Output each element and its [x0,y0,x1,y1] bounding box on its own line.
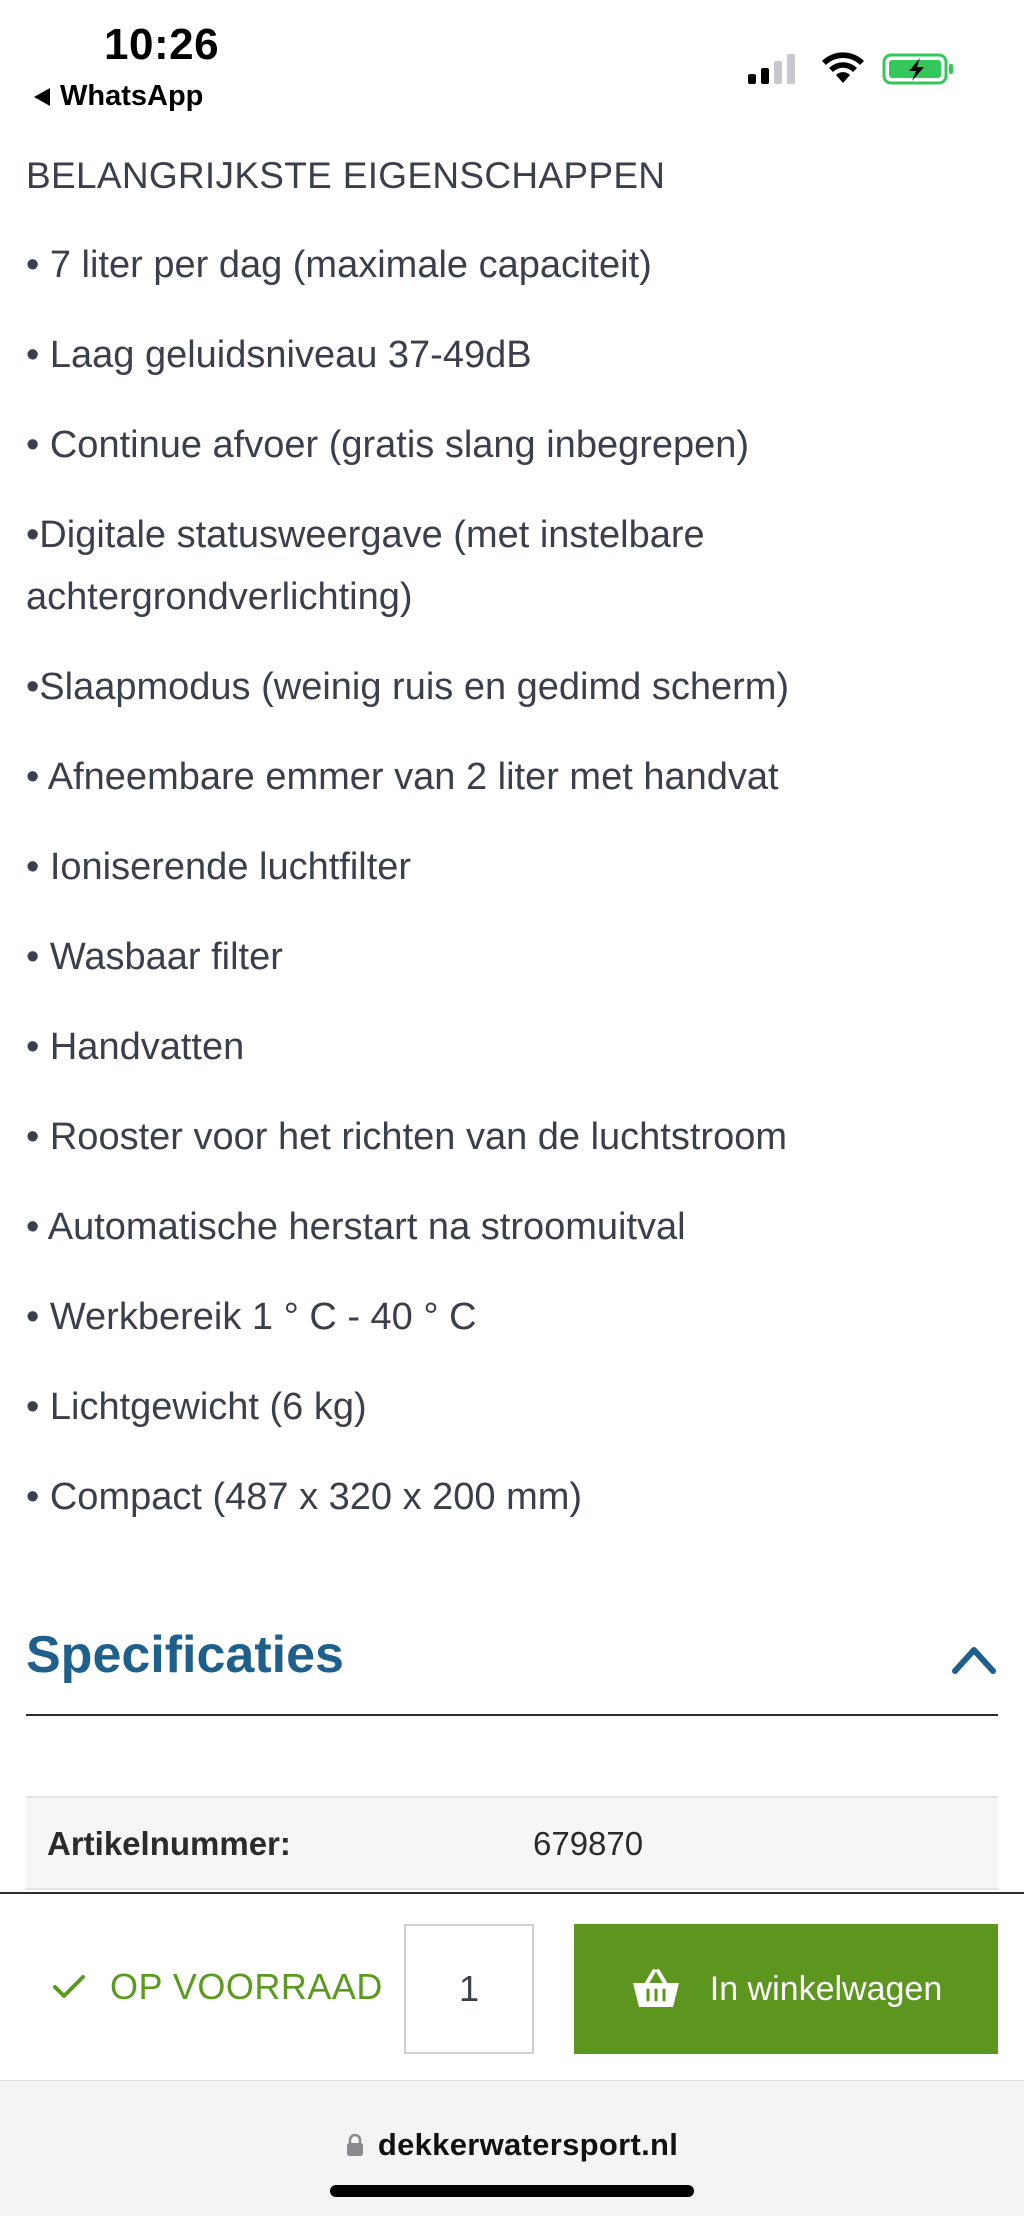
feature-item: • 7 liter per dag (maximale capaciteit) [26,244,652,286]
basket-icon [630,1967,682,2011]
browser-url-bar[interactable] [0,2080,1024,2216]
feature-item: •Slaapmodus (weinig ruis en gedimd scherm) [26,666,790,708]
chevron-up-icon[interactable] [950,1638,998,1678]
product-description [26,146,998,1528]
stock-status [52,1932,383,2042]
feature-item: • Compact (487 x 320 x 200 mm) [26,1476,583,1518]
back-arrow-icon [34,88,50,106]
home-indicator[interactable] [330,2185,694,2197]
feature-item: • Wasbaar filter [26,936,283,978]
battery-charging-icon [882,52,956,86]
feature-item: • Laag geluidsniveau 37-49dB [26,334,532,376]
cellular-signal-icon [748,52,795,84]
back-app-label: WhatsApp [60,80,204,112]
spec-label: Artikelnummer: [47,1825,291,1862]
url-text: dekkerwatersport.nl [377,2127,679,2162]
specs-title: Specificaties [26,1626,344,1684]
feature-item: • Rooster voor het richten van de luchtstroom [26,1116,788,1158]
feature-item: • Afneembare emmer van 2 liter met handvat [26,756,779,798]
back-to-app-button[interactable] [34,80,203,113]
wifi-icon [820,50,866,86]
feature-item: • Continue afvoer (gratis slang inbegrepen) [26,424,750,466]
stock-label: OP VOORRAAD [110,1966,383,2007]
feature-item: • Ioniserende luchtfilter [26,846,412,888]
spec-value: 679870 [533,1825,644,1862]
purchase-bar [0,1892,1024,2080]
specs-accordion-header[interactable] [26,1610,998,1716]
specs-table [26,1796,998,1890]
feature-item: •Digitale statusweergave (met instelbare achtergrondverlichting) [26,514,705,618]
feature-item: • Handvatten [26,1026,245,1068]
add-to-cart-label: In winkelwagen [709,1969,943,2008]
quantity-input[interactable] [404,1924,534,2054]
feature-item: • Automatische herstart na stroomuitval [26,1206,686,1248]
table-row [26,1798,998,1890]
checkmark-icon [52,1973,86,2001]
add-to-cart-button[interactable] [574,1924,998,2054]
status-bar [0,0,1024,120]
feature-item: • Werkbereik 1 ° C - 40 ° C [26,1296,477,1338]
url-display[interactable] [0,2127,1024,2163]
features-heading: BELANGRIJKSTE EIGENSCHAPPEN [26,155,666,196]
lock-icon [346,2133,364,2157]
feature-item: • Lichtgewicht (6 kg) [26,1386,367,1428]
status-time: 10:26 [104,20,220,69]
